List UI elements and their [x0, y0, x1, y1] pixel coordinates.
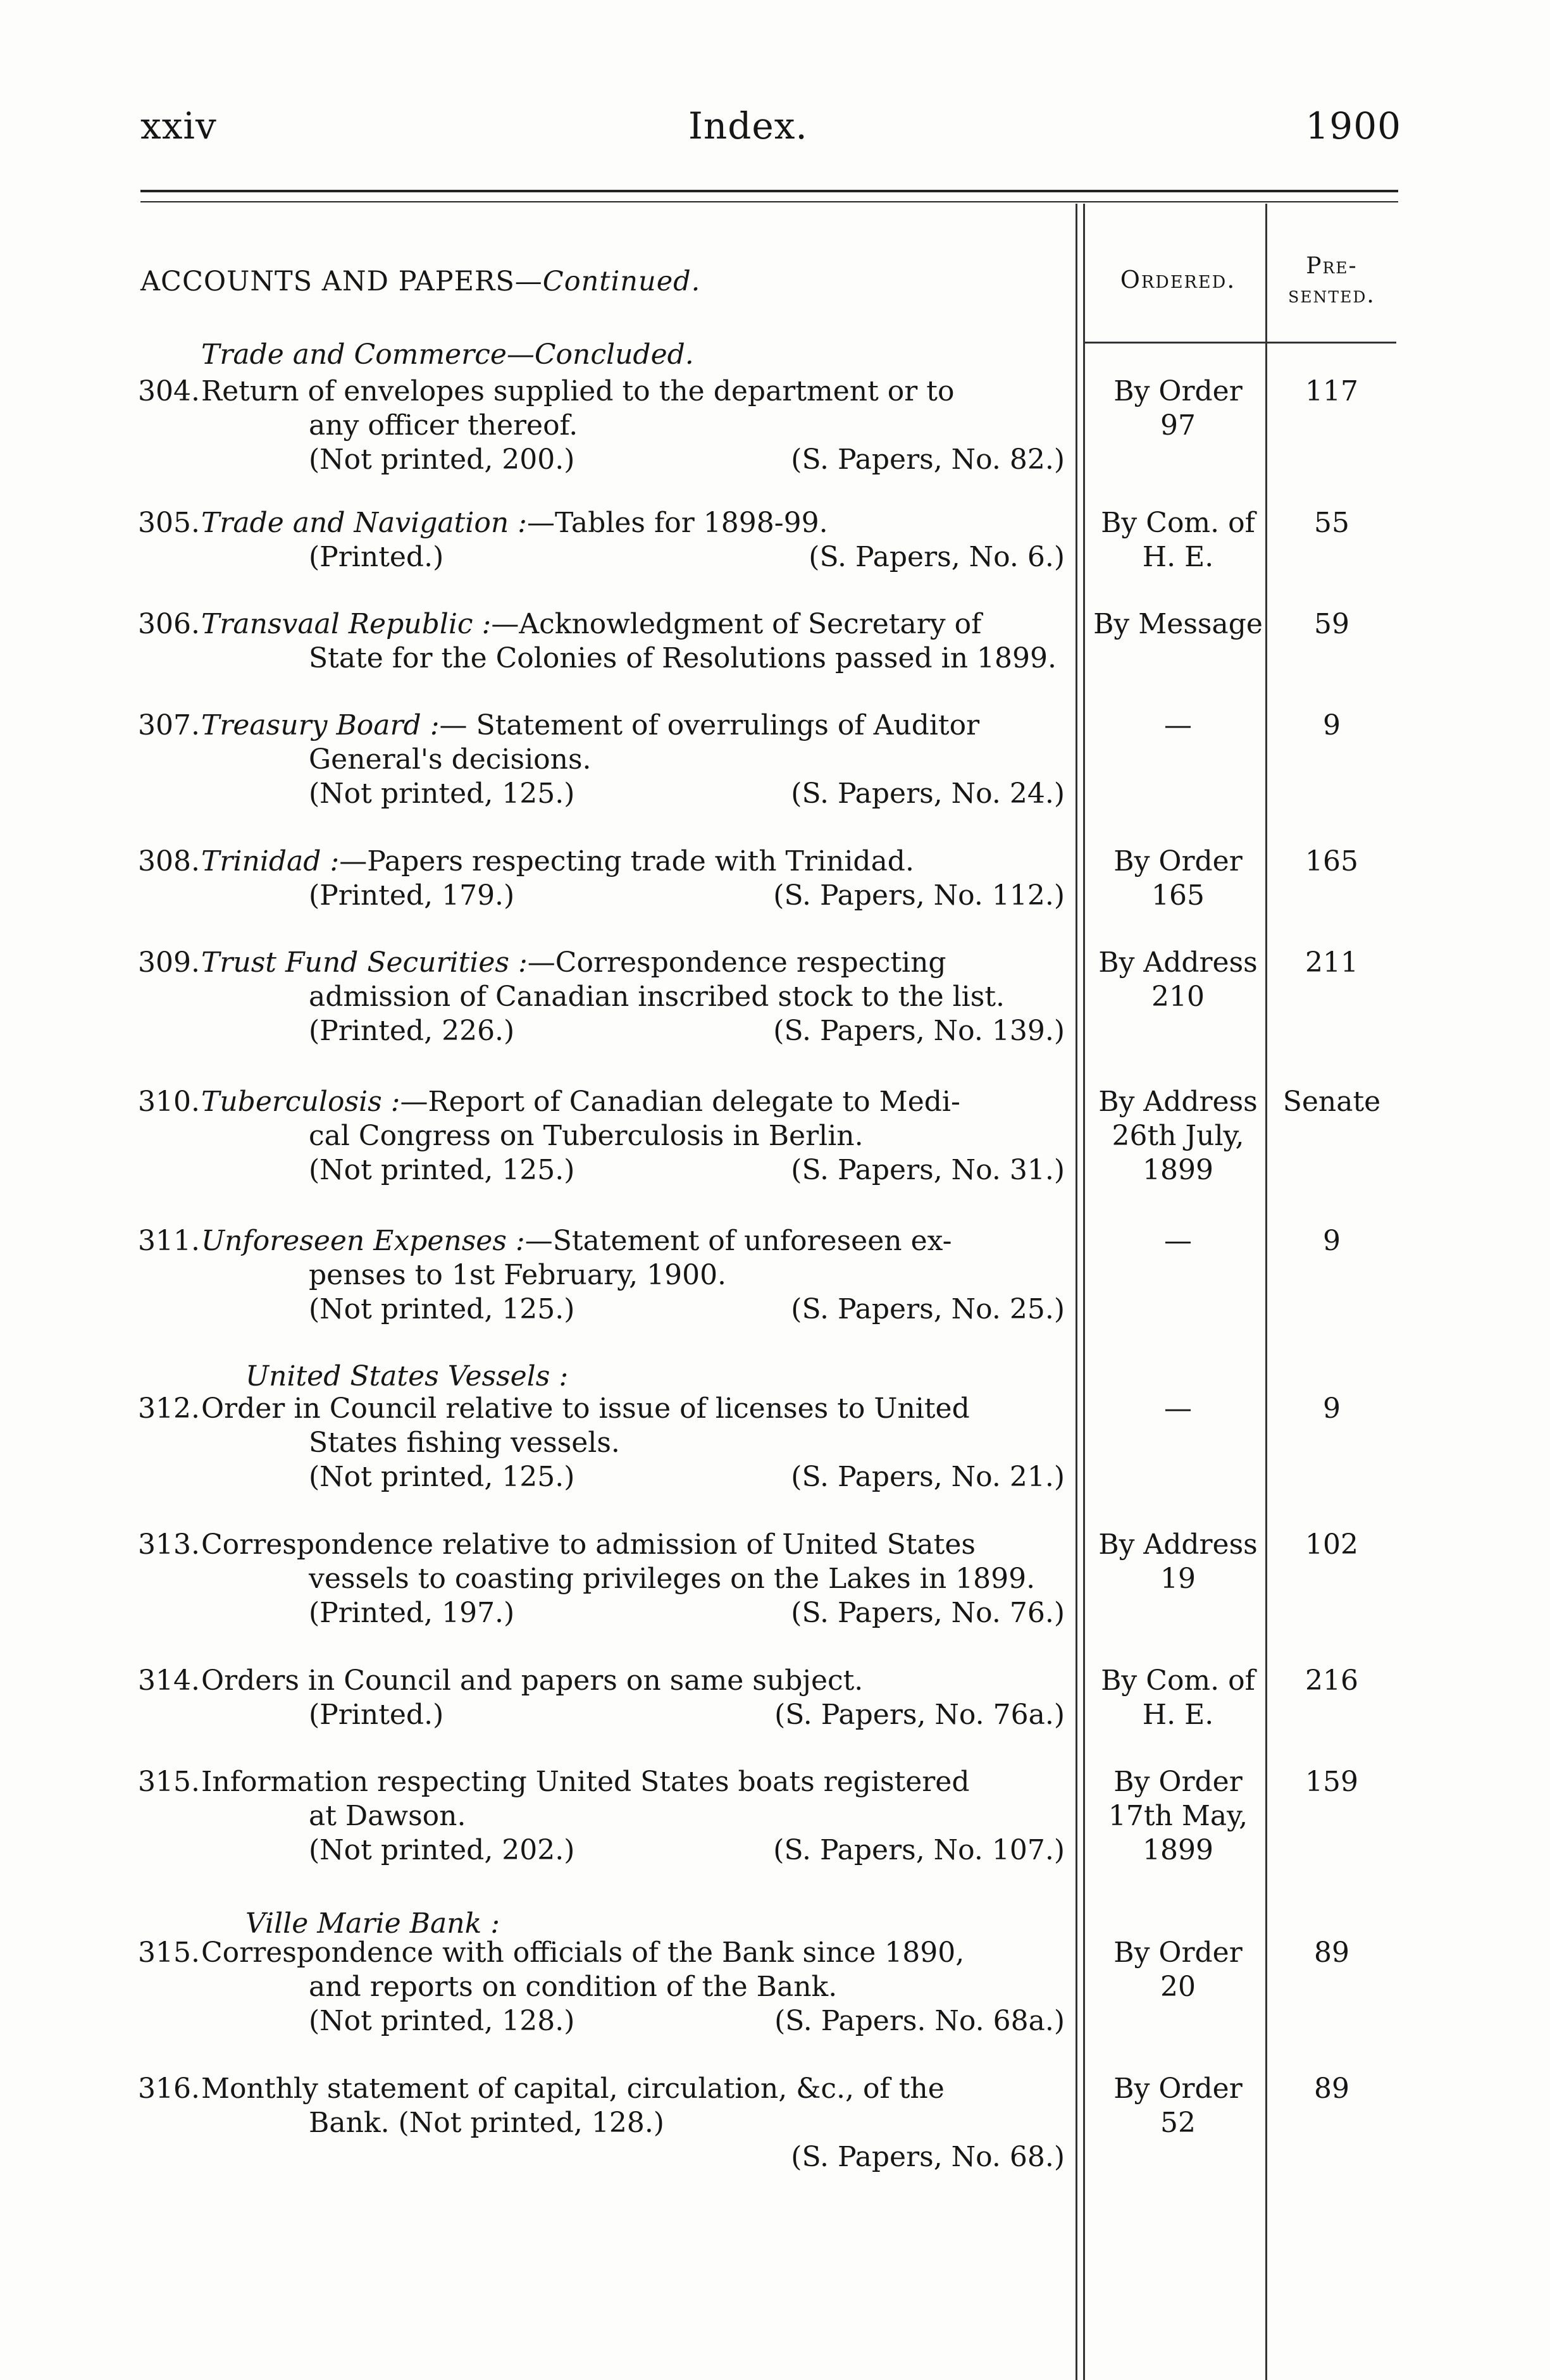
column-header-presented: Pre- sented. [1288, 253, 1375, 308]
ordered-line: — [1164, 1225, 1192, 1257]
ordered-line: 20 [1160, 1971, 1196, 2003]
entry-sessional-paper: (S. Papers, No. 6.) [809, 541, 1065, 573]
entry-sessional-paper: (S. Papers, No. 139.) [773, 1015, 1065, 1047]
entry-text-line [201, 607, 1071, 641]
entry-text: Return of envelopes supplied to the department or to [201, 375, 955, 407]
entry-number: 305. [138, 507, 200, 539]
entry-reference-line [201, 1833, 1071, 1868]
entry-reference-line [201, 2004, 1071, 2038]
index-entry [138, 1224, 1071, 1327]
ordered-line: By Order [1113, 1766, 1243, 1798]
entry-text: and reports on condition of the Bank. [309, 1971, 838, 2003]
index-entry [138, 709, 1071, 811]
ordered-line: By Address [1098, 1086, 1258, 1118]
entry-number: 313. [138, 1528, 200, 1561]
entry-text-line [201, 1426, 1071, 1460]
entry-print-note: (Not printed, 128.) [309, 2005, 575, 2037]
ordered-cell [1093, 845, 1263, 913]
ordered-cell [1093, 1528, 1263, 1596]
entry-text: penses to 1st February, 1900. [309, 1259, 727, 1291]
entry-text: —Statement of unforeseen ex- [524, 1225, 952, 1257]
entry-subject: Trinidad : [201, 845, 340, 877]
entry-reference-line [201, 1698, 1071, 1732]
presented-cell: 59 [1314, 608, 1349, 640]
ordered-line: 97 [1160, 409, 1196, 442]
entry-text-line [201, 946, 1071, 980]
ordered-line: By Com. of [1101, 1664, 1255, 1697]
entry-text-line [201, 709, 1071, 743]
ordered-cell [1093, 506, 1263, 574]
entry-text-line [201, 845, 1071, 879]
entry-number: 316. [138, 2073, 200, 2105]
ordered-line: By Address [1098, 1528, 1258, 1561]
ordered-cell [1093, 946, 1263, 1014]
entry-reference-line [201, 443, 1071, 477]
entry-text: Correspondence relative to admission of United States [201, 1528, 976, 1561]
ordered-line: By Order [1113, 2073, 1243, 2105]
entry-print-note: (Printed, 197.) [309, 1597, 515, 1629]
index-entry [138, 607, 1071, 676]
entry-number: 315. [138, 1937, 200, 1969]
entry-number: 315. [138, 1766, 200, 1798]
entry-text-line [201, 980, 1071, 1014]
entry-text-line [201, 1258, 1071, 1292]
entry-text-line [201, 1664, 1071, 1698]
entry-text-line [201, 1765, 1071, 1799]
section-title: ACCOUNTS AND PAPERS—Continued. [140, 266, 701, 297]
ordered-cell [1093, 1392, 1263, 1426]
entry-sessional-paper: (S. Papers. No. 68a.) [774, 2005, 1065, 2037]
ordered-cell [1093, 1664, 1263, 1732]
entry-text: —Report of Canadian delegate to Medi- [400, 1086, 960, 1118]
presented-cell: 159 [1305, 1766, 1358, 1798]
ordered-line: H. E. [1142, 541, 1214, 573]
entry-print-note: (Printed, 179.) [309, 879, 515, 912]
entry-text: vessels to coasting privileges on the Lakes in 1899. [309, 1563, 1036, 1595]
entry-subject: Tuberculosis : [201, 1086, 400, 1118]
entry-sessional-paper: (S. Papers, No. 107.) [773, 1834, 1065, 1866]
entry-print-note: (Not printed, 200.) [309, 443, 575, 476]
entry-print-note: (Printed.) [309, 541, 444, 573]
entry-reference-line [201, 1596, 1071, 1630]
entry-number: 308. [138, 845, 200, 877]
entry-number: 310. [138, 1086, 200, 1118]
ordered-cell [1093, 607, 1263, 641]
index-entry [138, 1765, 1071, 1868]
ordered-line: 1899 [1143, 1154, 1213, 1186]
entry-sessional-paper: (S. Papers, No. 76.) [791, 1597, 1065, 1629]
ordered-line: — [1164, 1392, 1192, 1425]
entry-reference-line [201, 879, 1071, 913]
ordered-line: 165 [1151, 879, 1205, 912]
index-entry [138, 2072, 1071, 2174]
ordered-line: By Order [1113, 375, 1243, 407]
entry-sessional-paper: (S. Papers, No. 25.) [791, 1293, 1065, 1325]
entry-reference-line [201, 2140, 1071, 2174]
entry-text: Correspondence with officials of the Bank since 1890, [201, 1937, 965, 1969]
entry-text-line [201, 1799, 1071, 1833]
entry-text-line [201, 2106, 1071, 2140]
entry-text: Orders in Council and papers on same subject. [201, 1664, 864, 1697]
entry-reference-line [201, 1014, 1071, 1048]
index-entry [138, 1664, 1071, 1732]
index-entry [138, 375, 1071, 477]
presented-cell: 9 [1323, 1392, 1341, 1425]
ordered-cell [1093, 1936, 1263, 2004]
ordered-cell [1093, 709, 1263, 743]
entry-reference-line [201, 777, 1071, 811]
column-header-ordered: Ordered. [1120, 266, 1236, 294]
index-entry [138, 946, 1071, 1048]
entry-reference-line [201, 1153, 1071, 1187]
entry-text: State for the Colonies of Resolutions passed in 1899. [309, 642, 1057, 674]
entry-text-line [201, 1562, 1071, 1596]
ordered-line: 17th May, [1108, 1800, 1248, 1832]
entry-print-note: (Not printed, 125.) [309, 1461, 575, 1493]
ordered-cell [1093, 1765, 1263, 1868]
entry-number: 309. [138, 946, 200, 979]
ordered-cell [1093, 2072, 1263, 2140]
index-entry [138, 1528, 1071, 1630]
entry-reference-line [201, 540, 1071, 574]
entry-text: General's decisions. [309, 743, 592, 776]
ordered-line: — [1164, 709, 1192, 741]
index-entry [138, 845, 1071, 913]
entry-number: 312. [138, 1392, 200, 1425]
column-divider-left-2 [1083, 204, 1085, 2380]
ordered-cell [1093, 1085, 1263, 1187]
index-entry [138, 506, 1071, 574]
entry-text: —Correspondence respecting [527, 946, 946, 979]
entry-text-line [201, 1970, 1071, 2004]
entry-text: States fishing vessels. [309, 1427, 620, 1459]
entry-text-line [201, 1392, 1071, 1426]
entry-sessional-paper: (S. Papers, No. 24.) [791, 778, 1065, 810]
presented-cell: Senate [1282, 1086, 1381, 1118]
entry-subject: Transvaal Republic : [201, 608, 492, 640]
presented-cell: 211 [1305, 946, 1358, 979]
presented-cell: 102 [1305, 1528, 1358, 1561]
page-year: 1900 [1305, 104, 1401, 147]
entry-sessional-paper: (S. Papers, No. 82.) [791, 443, 1065, 476]
ordered-line: 210 [1151, 981, 1205, 1013]
ordered-line: By Order [1113, 845, 1243, 877]
entry-text: Monthly statement of capital, circulation, &c., of the [201, 2073, 945, 2105]
entry-print-note: (Not printed, 125.) [309, 1293, 575, 1325]
ordered-line: H. E. [1142, 1699, 1214, 1731]
ordered-line: By Order [1113, 1937, 1243, 1969]
ordered-line: By Address [1098, 946, 1258, 979]
entry-text: —Acknowledgment of Secretary of [491, 608, 982, 640]
entry-number: 314. [138, 1664, 200, 1697]
entry-text: Information respecting United States boats registered [201, 1766, 970, 1798]
entry-print-note: (Printed, 226.) [309, 1015, 515, 1047]
ordered-cell [1093, 1224, 1263, 1258]
entry-text-line [201, 1119, 1071, 1153]
entry-sessional-paper: (S. Papers, No. 76a.) [774, 1699, 1065, 1731]
entry-text-line [201, 641, 1071, 676]
subheading-ville-marie-bank: Ville Marie Bank : [245, 1907, 500, 1940]
entry-print-note: (Not printed, 125.) [309, 778, 575, 810]
column-divider-left [1076, 204, 1077, 2380]
entry-text: —Tables for 1898-99. [526, 507, 828, 539]
ordered-line: 52 [1160, 2107, 1196, 2139]
ordered-cell [1093, 375, 1263, 443]
entry-reference-line [201, 1460, 1071, 1494]
header-rule-top [140, 190, 1398, 192]
presented-cell: 216 [1305, 1664, 1358, 1697]
entry-text-line [201, 1085, 1071, 1119]
ordered-line: 19 [1160, 1563, 1196, 1595]
entry-print-note: (Printed.) [309, 1699, 444, 1731]
index-entry [138, 1936, 1071, 2038]
presented-cell: 55 [1314, 507, 1349, 539]
entry-text-line [201, 1224, 1071, 1258]
entry-text-line [201, 1936, 1071, 1970]
entry-text: admission of Canadian inscribed stock to the list. [309, 981, 1005, 1013]
entry-text: —Papers respecting trade with Trinidad. [339, 845, 914, 877]
entry-text-line [201, 2072, 1071, 2106]
entry-print-note: (Not printed, 125.) [309, 1154, 575, 1186]
subheading-united-states-vessels: United States Vessels : [245, 1360, 569, 1392]
entry-text-line [201, 743, 1071, 777]
presented-cell: 117 [1305, 375, 1358, 407]
entry-sessional-paper: (S. Papers, No. 68.) [791, 2141, 1065, 2173]
header-rule-bottom [140, 201, 1398, 202]
ordered-line: 1899 [1143, 1834, 1213, 1866]
entry-text-line [201, 1528, 1071, 1562]
entry-sessional-paper: (S. Papers, No. 112.) [773, 879, 1065, 912]
entry-text-line [201, 506, 1071, 540]
entry-sessional-paper: (S. Papers, No. 31.) [791, 1154, 1065, 1186]
presented-cell: 89 [1314, 1937, 1349, 1969]
presented-cell: 165 [1305, 845, 1358, 877]
entry-text-line [201, 375, 1071, 409]
entry-text: at Dawson. [309, 1800, 466, 1832]
page-number: xxiv [140, 104, 217, 147]
entry-number: 306. [138, 608, 200, 640]
entry-text: — Statement of overrulings of Auditor [439, 709, 980, 741]
entry-subject: Treasury Board : [201, 709, 440, 741]
entry-text: Bank. (Not printed, 128.) [309, 2107, 664, 2139]
entry-number: 304. [138, 375, 200, 407]
presented-cell: 9 [1323, 1225, 1341, 1257]
index-entry [138, 1085, 1071, 1187]
ordered-line: By Com. of [1101, 507, 1255, 539]
entry-reference-line [201, 1292, 1071, 1327]
entry-subject: Trade and Navigation : [201, 507, 527, 539]
entry-print-note: (Not printed, 202.) [309, 1834, 575, 1866]
ordered-line: 26th July, [1112, 1120, 1244, 1152]
page-title: Index. [688, 104, 808, 147]
presented-cell: 89 [1314, 2073, 1349, 2105]
entry-subject: Unforeseen Expenses : [201, 1225, 525, 1257]
entry-subject: Trust Fund Securities : [201, 946, 528, 979]
entry-sessional-paper: (S. Papers, No. 21.) [791, 1461, 1065, 1493]
entry-number: 307. [138, 709, 200, 741]
entry-number: 311. [138, 1225, 200, 1257]
entry-text-line [201, 409, 1071, 443]
entry-text: cal Congress on Tuberculosis in Berlin. [309, 1120, 864, 1152]
subheading-trade-commerce: Trade and Commerce—Concluded. [201, 338, 694, 371]
column-header-rule [1083, 342, 1396, 344]
index-entry [138, 1392, 1071, 1494]
entry-text: any officer thereof. [309, 409, 578, 442]
entry-text: Order in Council relative to issue of licenses to United [201, 1392, 970, 1425]
ordered-line: By Message [1093, 608, 1263, 640]
presented-cell: 9 [1323, 709, 1341, 741]
